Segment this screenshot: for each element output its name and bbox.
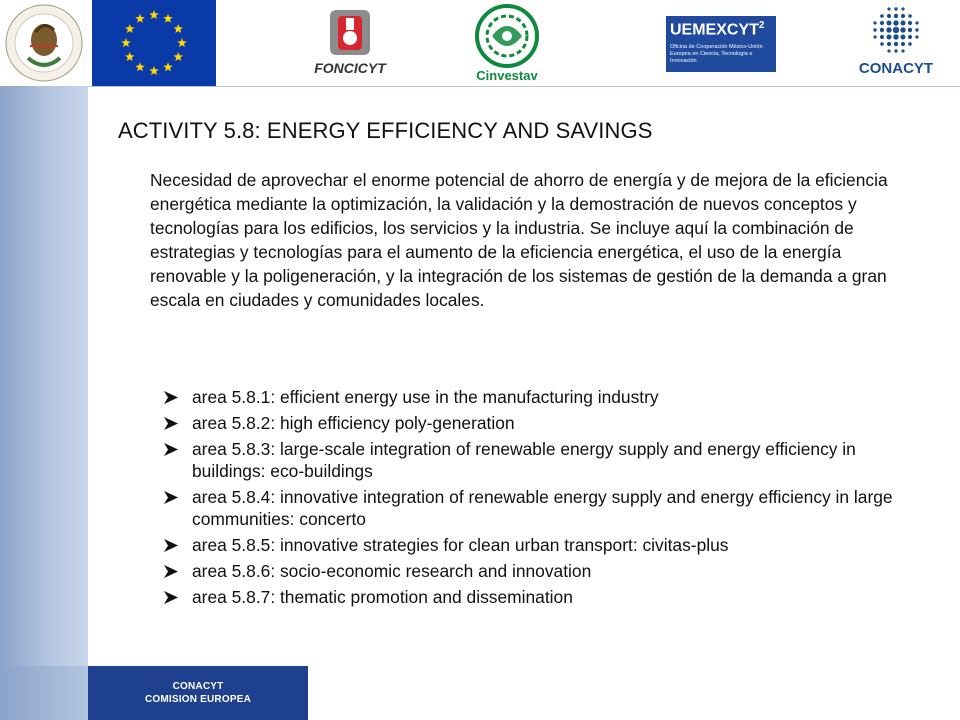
conacyt-dot-icon xyxy=(887,42,891,46)
list-item-text: area 5.8.6: socio-economic research and innovation xyxy=(192,561,592,581)
list-item xyxy=(162,560,902,582)
eu-star-icon xyxy=(177,38,187,47)
conacyt-dot-icon xyxy=(901,49,904,52)
conacyt-dot-icon xyxy=(901,42,905,46)
foncicyt-logo xyxy=(300,0,400,86)
footer-line-2: COMISION EUROPEA xyxy=(145,694,251,705)
conacyt-dot-icon xyxy=(887,21,892,26)
conacyt-dot-icon xyxy=(893,27,899,33)
logo-bar xyxy=(0,0,960,87)
uemexcyt-subtitle: Oficina de Cooperación México-Unión Europea en Ciencia, Tecnología e Innovación xyxy=(670,44,763,64)
conacyt-dot-icon xyxy=(887,7,890,10)
left-sidebar xyxy=(0,86,88,720)
conacyt-dot-icon xyxy=(887,49,890,52)
list-item xyxy=(162,412,902,434)
eu-star-icon xyxy=(149,66,159,75)
list-item-text: area 5.8.2: high efficiency poly-generation xyxy=(192,413,515,433)
eu-star-icon xyxy=(163,62,173,71)
list-item xyxy=(162,534,902,556)
intro-paragraph: Necesidad de aprovechar el enorme potencial de ahorro de energía y de mejora de la eficiencia energética mediante la optimización, la validación y la demostración de nuevos conceptos y tecnologías para los edificios, los servicios y la industria. Se incluye aquí la combinación de estrategias y tecnologías para el aumento de la eficiencia energética, el uso de la energía renovable y la poligeneración, y la integración de los sistemas de gestión de la demanda a gran escala en ciudades y comunidades locales. xyxy=(150,170,888,310)
mexico-coat-of-arms-logo xyxy=(0,0,90,86)
arrow-bullet-icon xyxy=(164,565,178,578)
conacyt-dot-icon xyxy=(893,34,898,39)
arrow-bullet-icon xyxy=(164,591,178,604)
conacyt-dot-icon xyxy=(880,35,884,39)
conacyt-dot-icon xyxy=(901,21,906,26)
eu-star-icon xyxy=(163,14,173,23)
eu-star-icon xyxy=(135,62,145,71)
list-item xyxy=(162,586,902,608)
eu-star-icon xyxy=(121,38,131,47)
eu-star-icon xyxy=(125,24,135,33)
conacyt-dot-icon xyxy=(894,7,897,10)
conacyt-dot-icon xyxy=(915,21,918,24)
conacyt-dot-icon xyxy=(880,21,884,25)
conacyt-dot-icon xyxy=(880,42,884,46)
eu-star-icon xyxy=(173,24,183,33)
eu-star-icon xyxy=(135,14,145,23)
eu-star-icon xyxy=(125,52,135,61)
conacyt-dot-icon xyxy=(880,28,884,32)
list-item xyxy=(162,386,902,408)
conacyt-dot-icon xyxy=(893,20,898,25)
slide-title: ACTIVITY 5.8: ENERGY EFFICIENCY AND SAVINGS xyxy=(118,118,653,143)
conacyt-dot-icon xyxy=(894,49,897,52)
uemexcyt-logo xyxy=(662,0,780,86)
list-item-text: area 5.8.1: efficient energy use in the manufacturing industry xyxy=(192,387,659,407)
conacyt-dot-icon xyxy=(873,21,876,24)
conacyt-dot-icon xyxy=(900,27,905,32)
list-item-text: area 5.8.7: thematic promotion and dissemination xyxy=(192,587,573,607)
eu-flag-logo xyxy=(92,0,216,86)
conacyt-dot-icon xyxy=(901,14,905,18)
list-item-text: area 5.8.3: large-scale integration of renewable energy supply and energy efficiency in buildings: eco-buildings xyxy=(192,439,856,481)
list-item xyxy=(162,438,902,482)
conacyt-dot-icon xyxy=(901,35,906,40)
eu-star-icon xyxy=(149,10,159,19)
arrow-bullet-icon xyxy=(164,443,178,456)
conacyt-dot-icon xyxy=(887,35,892,40)
conacyt-dot-icon xyxy=(908,21,912,25)
arrow-bullet-icon xyxy=(164,391,178,404)
conacyt-dot-icon xyxy=(908,35,912,39)
arrow-bullet-icon xyxy=(164,539,178,552)
list-item xyxy=(162,486,902,530)
arrow-bullet-icon xyxy=(164,491,178,504)
cinvestav-wordmark: Cinvestav xyxy=(476,68,538,83)
conacyt-dot-icon xyxy=(908,42,912,46)
eu-stars-icon xyxy=(92,0,216,86)
cinvestav-logo xyxy=(466,0,548,86)
conacyt-dot-icon xyxy=(901,7,904,10)
conacyt-dot-icon xyxy=(908,14,912,18)
arrow-bullet-icon xyxy=(164,417,178,430)
area-list xyxy=(162,386,902,612)
foncicyt-wordmark: FONCICYT xyxy=(314,60,386,76)
uemexcyt-superscript: 2 xyxy=(758,20,765,31)
conacyt-dot-icon xyxy=(886,27,891,32)
conacyt-dot-icon xyxy=(915,35,918,38)
conacyt-dot-icon xyxy=(894,14,898,18)
conacyt-dot-icon xyxy=(908,28,912,32)
mexico-coat-of-arms-icon xyxy=(0,0,90,86)
conacyt-wordmark: CONACYT xyxy=(858,60,934,77)
footer-line-1: CONACYT xyxy=(172,681,224,692)
conacyt-dot-icon xyxy=(915,28,918,31)
footer-box xyxy=(88,666,308,720)
conacyt-dot-icon xyxy=(880,14,884,18)
footer-corner xyxy=(0,666,88,720)
list-item-text: area 5.8.4: innovative integration of renewable energy supply and energy efficiency in large communities: concerto xyxy=(192,487,893,529)
eu-star-icon xyxy=(173,52,183,61)
conacyt-dot-icon xyxy=(873,35,876,38)
conacyt-dot-icon xyxy=(887,14,891,18)
uemexcyt-wordmark: UEMEXCYT xyxy=(670,21,759,39)
conacyt-dot-icon xyxy=(873,28,876,31)
list-item-text: area 5.8.5: innovative strategies for clean urban transport: civitas-plus xyxy=(192,535,729,555)
conacyt-dot-icon xyxy=(894,42,898,46)
conacyt-logo xyxy=(848,0,944,86)
